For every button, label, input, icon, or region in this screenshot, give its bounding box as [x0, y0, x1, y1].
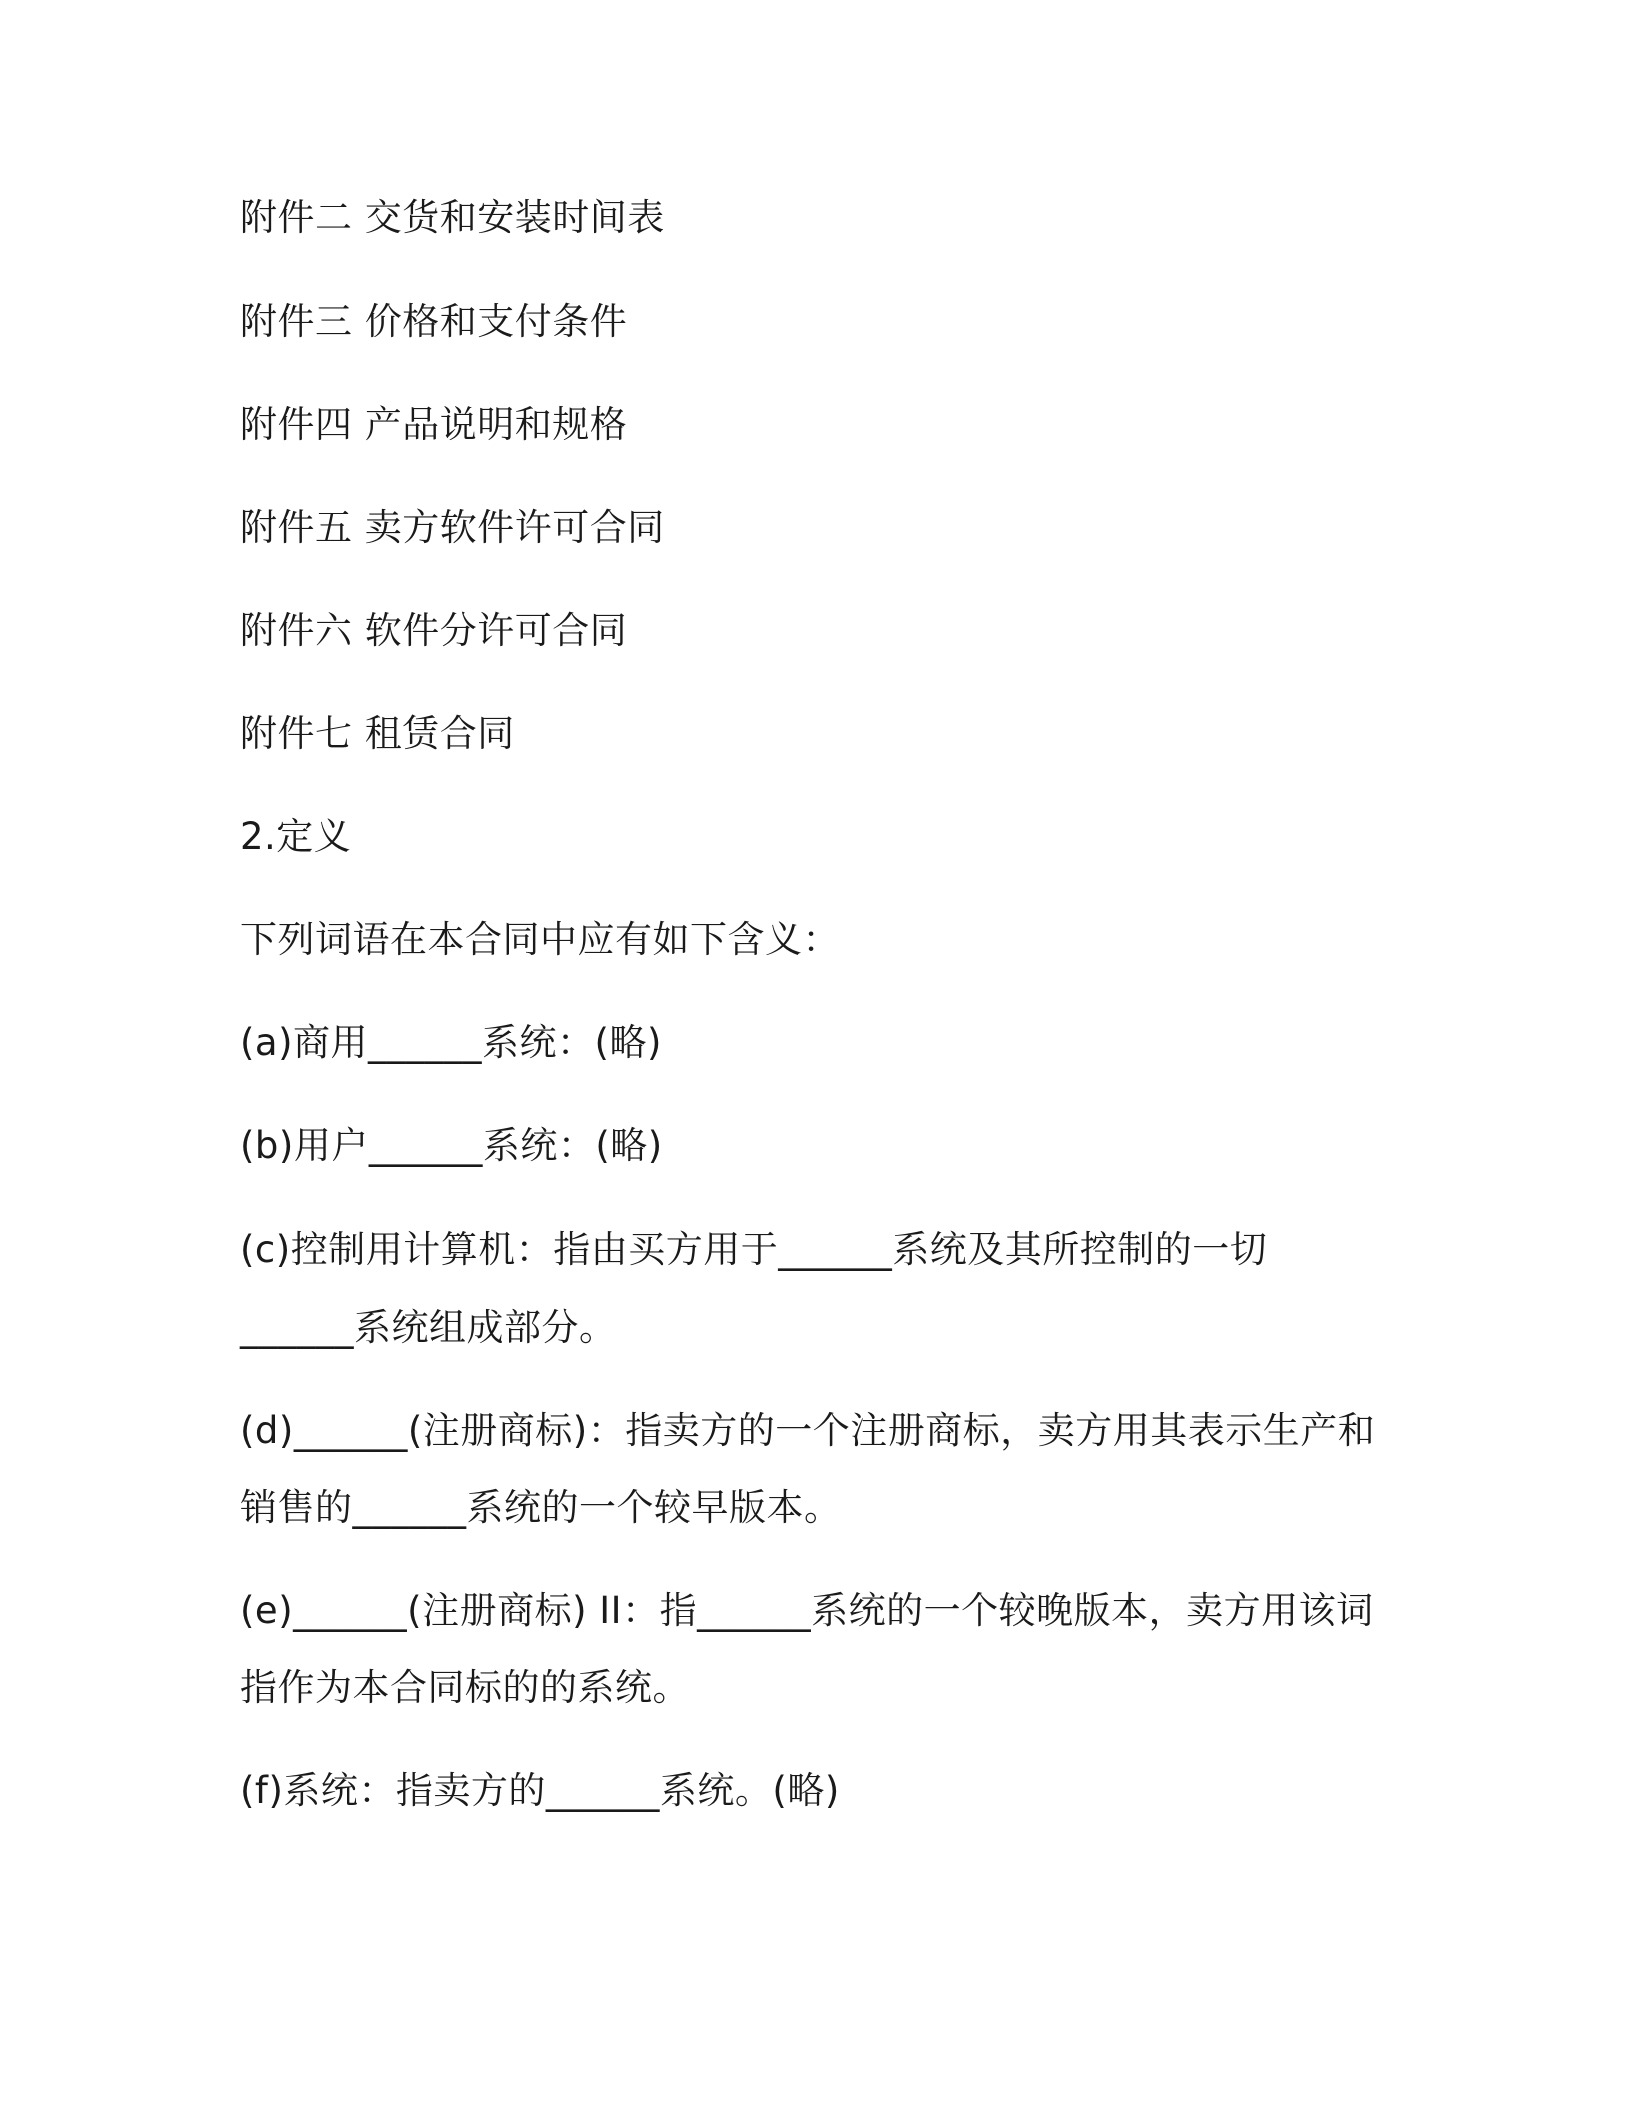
definition-e-line-1: (e)______(注册商标) II：指______系统的一个较晚版本，卖方用该词 [240, 1589, 1374, 1632]
annex-3-title: 附件三 价格和支付条件 [240, 300, 628, 343]
annex-7-title: 附件七 租赁合同 [240, 712, 515, 755]
definition-e-line-2: 指作为本合同标的的系统。 [240, 1666, 690, 1709]
section-heading-definitions: 2.定义 [240, 815, 352, 858]
definition-c-line-1: (c)控制用计算机：指由买方用于______系统及其所控制的一切 [240, 1228, 1268, 1271]
definition-d-line-2: 销售的______系统的一个较早版本。 [240, 1486, 842, 1529]
annex-2-title: 附件二 交货和安装时间表 [240, 196, 665, 239]
annex-6-title: 附件六 软件分许可合同 [240, 609, 628, 652]
annex-5-title: 附件五 卖方软件许可合同 [240, 506, 665, 549]
annex-4-title: 附件四 产品说明和规格 [240, 403, 628, 446]
definitions-intro: 下列词语在本合同中应有如下含义： [240, 918, 840, 961]
definition-c-line-2: ______系统组成部分。 [240, 1306, 617, 1349]
definition-b: (b)用户______系统：(略) [240, 1124, 663, 1167]
definition-d-line-1: (d)______(注册商标)：指卖方的一个注册商标，卖方用其表示生产和 [240, 1409, 1376, 1452]
definition-f: (f)系统：指卖方的______系统。(略) [240, 1769, 840, 1812]
definition-a: (a)商用______系统：(略) [240, 1021, 662, 1064]
